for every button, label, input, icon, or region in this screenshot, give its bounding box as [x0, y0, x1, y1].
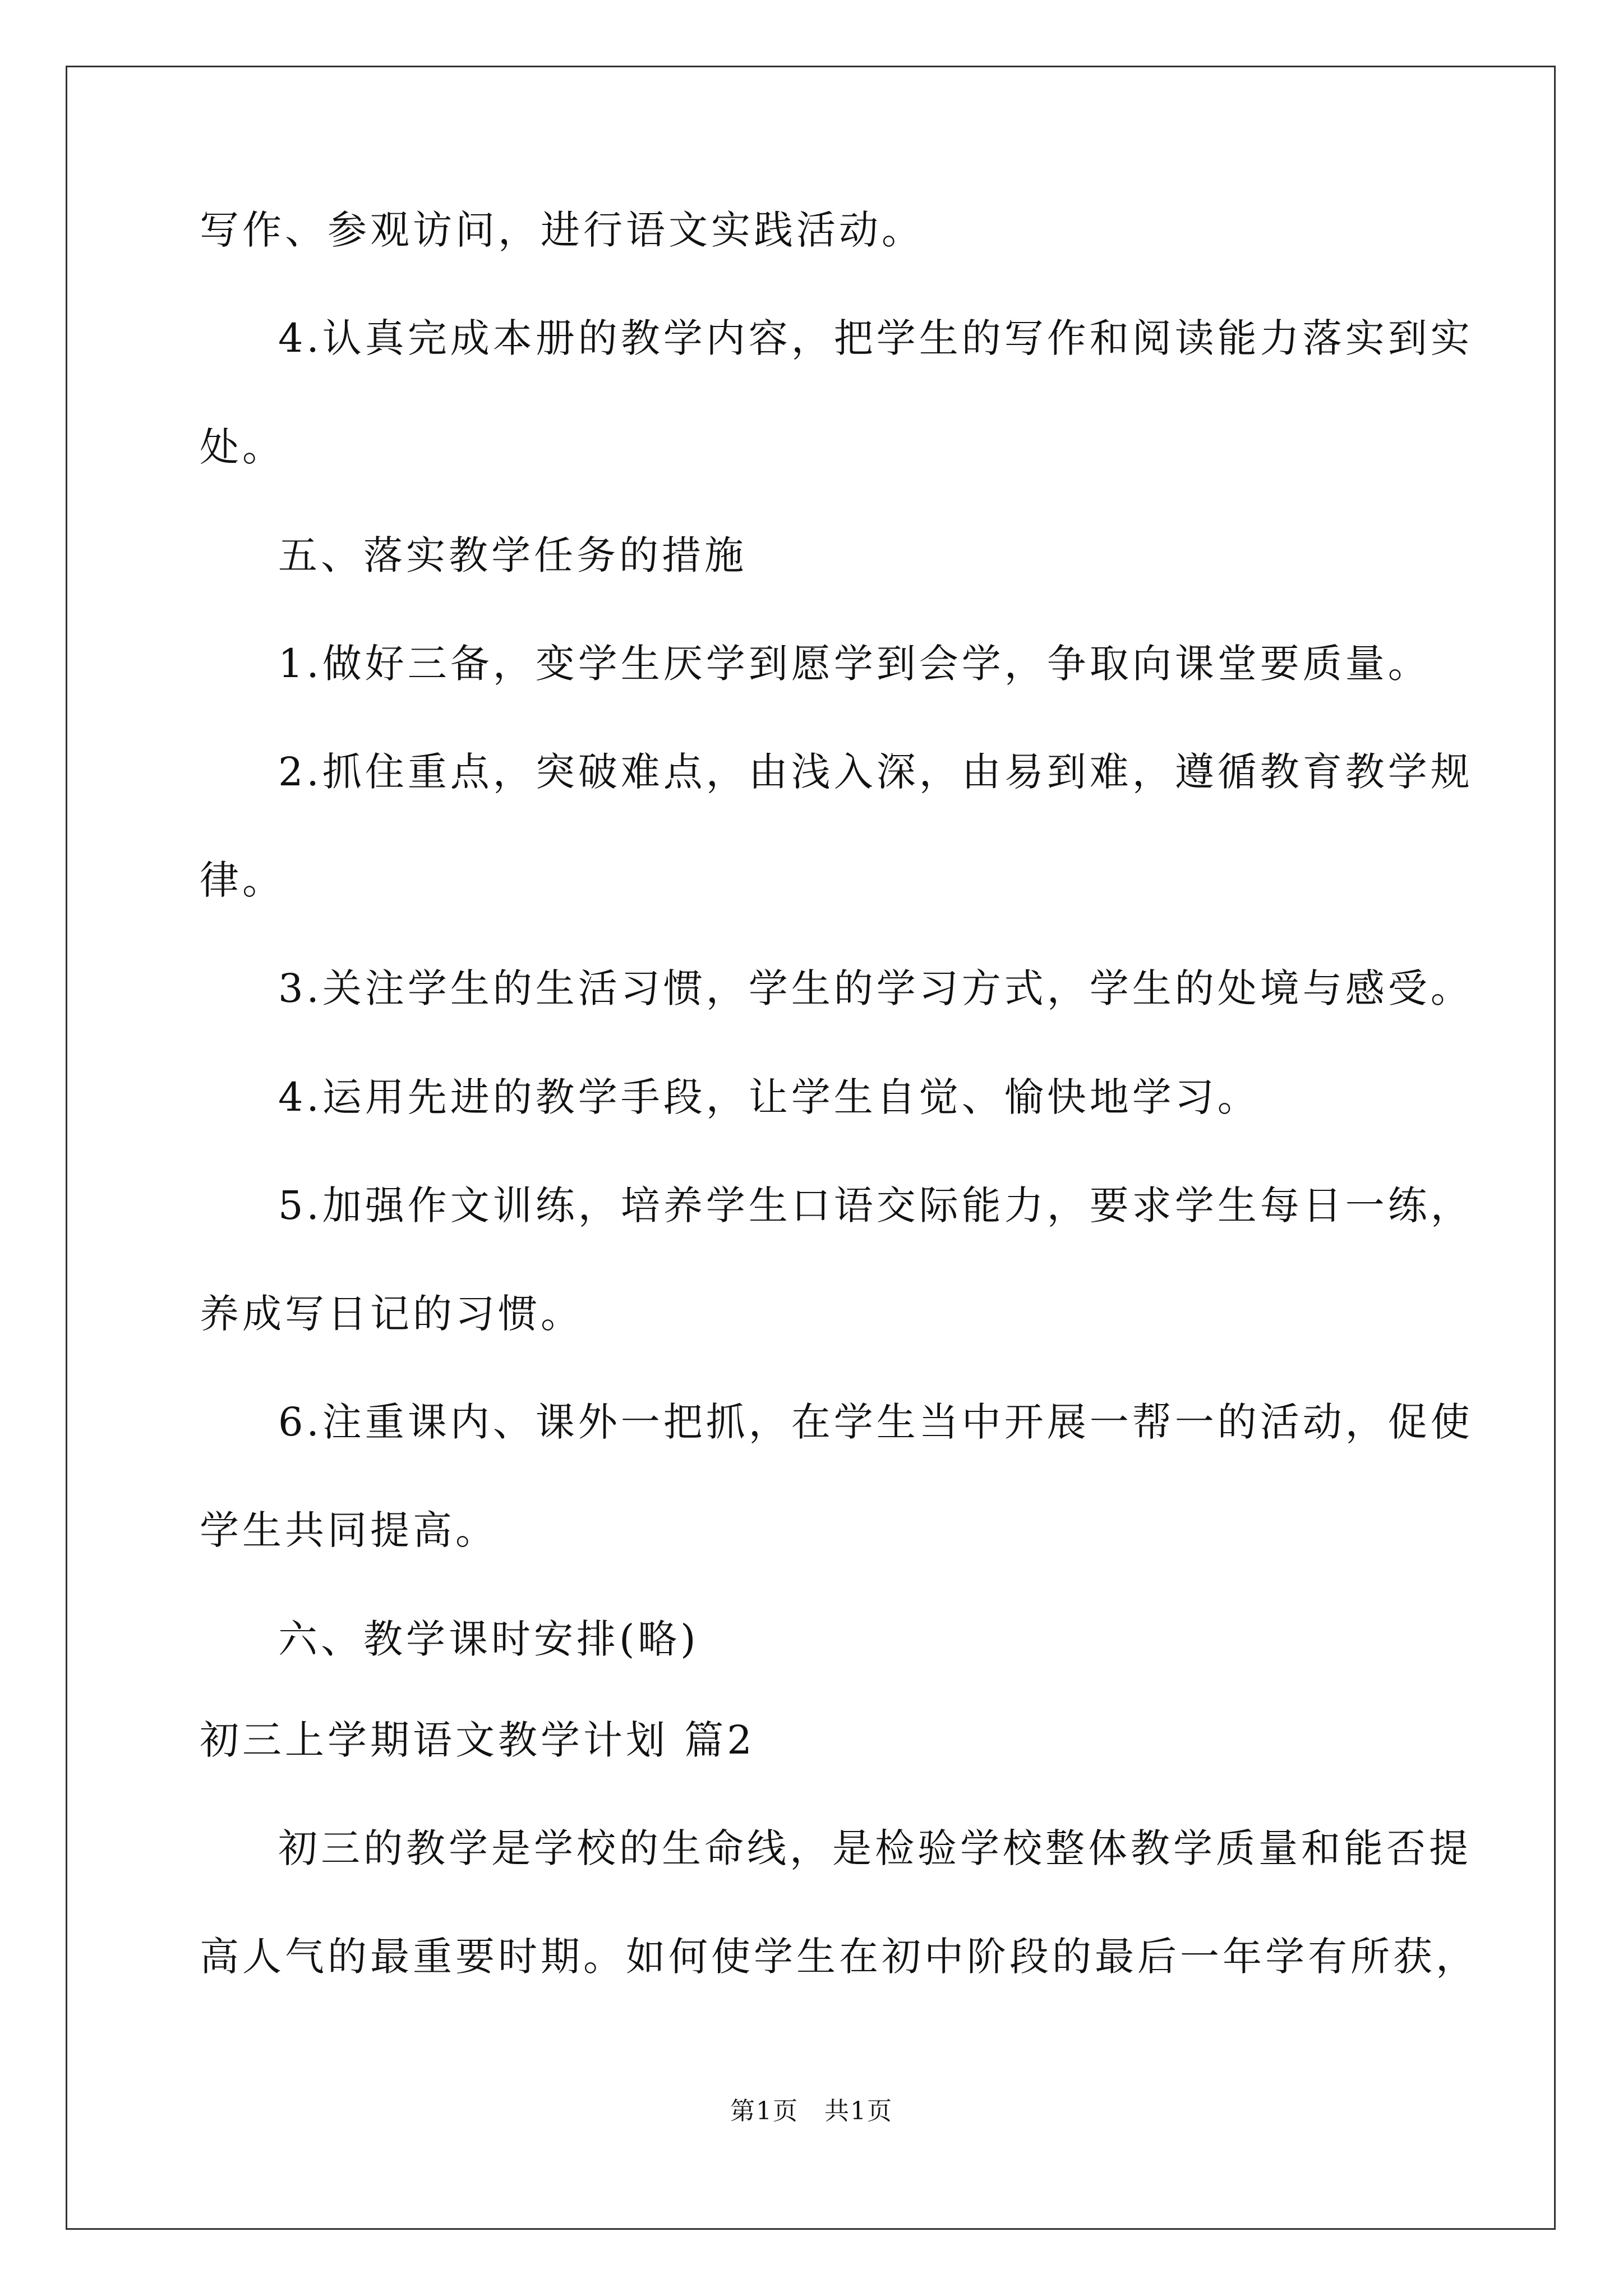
article-title: 初三上学期语文教学计划 篇2 [200, 1717, 755, 1763]
paragraph-line: 2.抓住重点，突破难点，由浅入深，由易到难，遵循教育教学规 [278, 749, 1473, 795]
paragraph-line: 4.运用先进的教学手段，让学生自觉、愉快地学习。 [278, 1074, 1260, 1120]
page-border [66, 66, 1556, 2230]
paragraph-line: 1.做好三备，变学生厌学到愿学到会学，争取向课堂要质量。 [278, 641, 1431, 687]
paragraph-line: 处。 [200, 424, 285, 470]
paragraph-line: 5.加强作文训练，培养学生口语交际能力，要求学生每日一练， [278, 1182, 1473, 1228]
page-number-footer: 第1页 共1页 [730, 2097, 893, 2125]
paragraph-line: 4.认真完成本册的教学内容，把学生的写作和阅读能力落实到实 [278, 315, 1473, 361]
paragraph-line: 养成写日记的习惯。 [200, 1291, 583, 1337]
paragraph-line: 写作、参观访问，进行语文实践活动。 [200, 207, 924, 253]
paragraph-line: 学生共同提高。 [200, 1507, 498, 1553]
paragraph-line: 6.注重课内、课外一把抓，在学生当中开展一帮一的活动，促使 [278, 1399, 1473, 1445]
section-heading: 六、教学课时安排(略) [278, 1616, 699, 1662]
paragraph-line: 律。 [200, 857, 285, 903]
paragraph-line: 初三的教学是学校的生命线，是检验学校整体教学质量和能否提 [278, 1825, 1472, 1871]
section-heading: 五、落实教学任务的措施 [278, 532, 747, 578]
paragraph-line: 3.关注学生的生活习惯，学生的学习方式，学生的处境与感受。 [278, 965, 1473, 1011]
paragraph-line: 高人气的最重要时期。如何使学生在初中阶段的最后一年学有所获， [200, 1934, 1478, 1980]
